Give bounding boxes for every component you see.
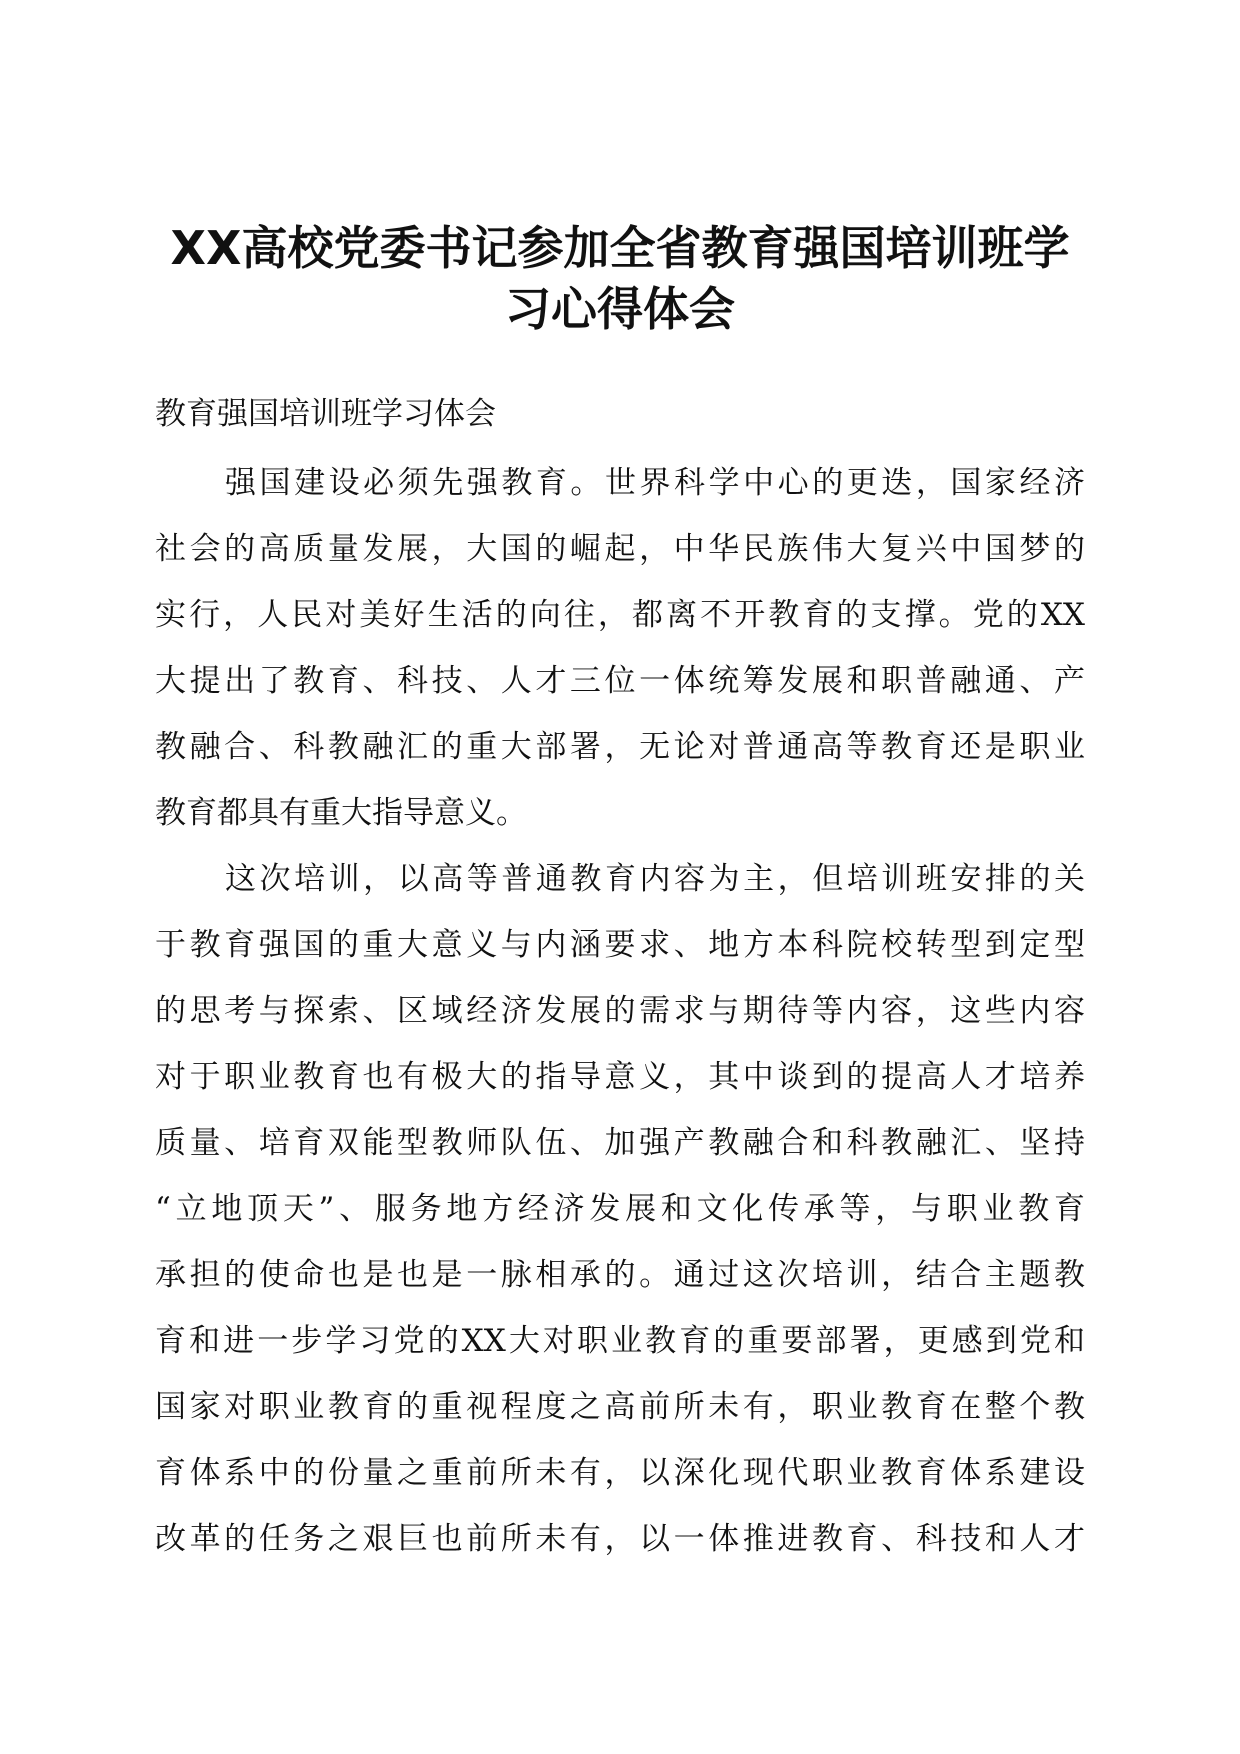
document-title-line-2: 习心得体会 <box>505 282 735 336</box>
paragraph-2-line-9: 国家对职业教育的重视程度之高前所未有，职业教育在整个教 <box>155 1389 1085 1425</box>
paragraph-2-line-10: 育体系中的份量之重前所未有，以深化现代职业教育体系建设 <box>155 1455 1085 1491</box>
paragraph-1-line-4: 大提出了教育、科技、人才三位一体统筹发展和职普融通、产 <box>155 663 1085 699</box>
paragraph-1-line-1: 强国建设必须先强教育。世界科学中心的更迭，国家经济 <box>225 465 1085 501</box>
document-subtitle: 教育强国培训班学习体会 <box>155 396 496 432</box>
paragraph-2-line-5: 质量、培育双能型教师队伍、加强产教融合和科教融汇、坚持 <box>155 1125 1085 1161</box>
paragraph-1-line-2: 社会的高质量发展，大国的崛起，中华民族伟大复兴中国梦的 <box>155 531 1085 567</box>
paragraph-2-line-8: 育和进一步学习党的XX大对职业教育的重要部署，更感到党和 <box>155 1323 1085 1359</box>
paragraph-2-line-3: 的思考与探索、区域经济发展的需求与期待等内容，这些内容 <box>155 993 1085 1029</box>
paragraph-1-line-3: 实行，人民对美好生活的向往，都离不开教育的支撑。党的XX <box>155 597 1085 633</box>
document-title-line-1: XX高校党委书记参加全省教育强国培训班学 <box>170 221 1070 275</box>
paragraph-1-line-6: 教育都具有重大指导意义。 <box>155 795 527 831</box>
paragraph-2-line-11: 改革的任务之艰巨也前所未有，以一体推进教育、科技和人才 <box>155 1521 1085 1557</box>
paragraph-2-line-2: 于教育强国的重大意义与内涵要求、地方本科院校转型到定型 <box>155 927 1085 963</box>
paragraph-2-line-4: 对于职业教育也有极大的指导意义，其中谈到的提高人才培养 <box>155 1059 1085 1095</box>
paragraph-2-line-6: “立地顶天”、服务地方经济发展和文化传承等，与职业教育 <box>155 1191 1085 1227</box>
paragraph-1-line-5: 教融合、科教融汇的重大部署，无论对普通高等教育还是职业 <box>155 729 1085 765</box>
paragraph-2-line-1: 这次培训，以高等普通教育内容为主，但培训班安排的关 <box>225 861 1085 897</box>
paragraph-2-line-7: 承担的使命也是也是一脉相承的。通过这次培训，结合主题教 <box>155 1257 1085 1293</box>
